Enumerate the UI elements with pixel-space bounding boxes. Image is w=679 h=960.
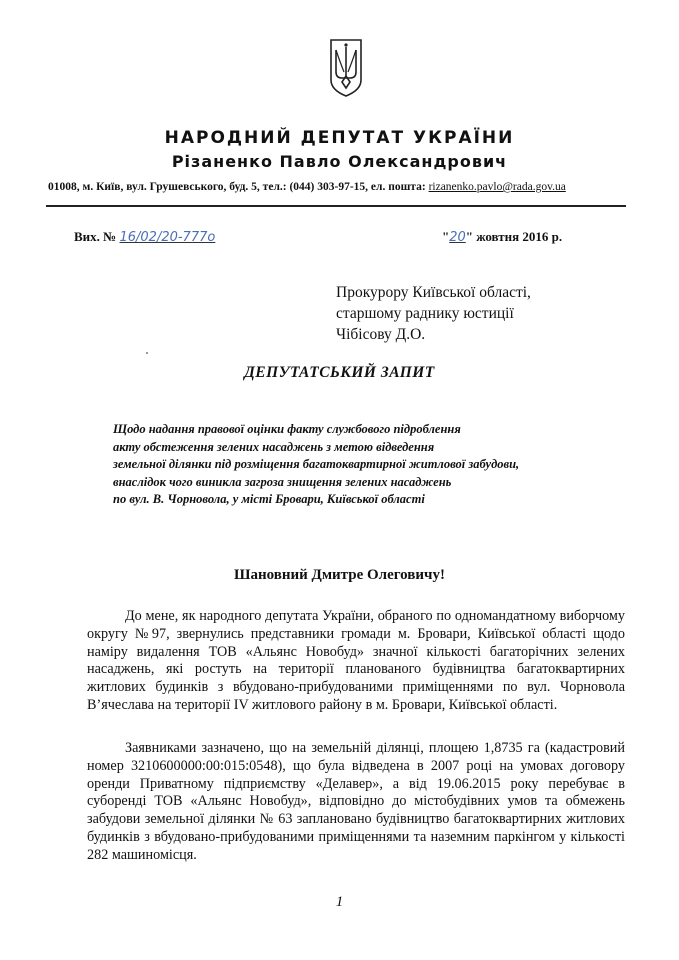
coat-of-arms-icon [328,38,364,98]
date-quote-open: " [442,229,450,244]
page-number: 1 [335,894,344,910]
greeting: Шановний Дмитре Олеговичу! [233,567,445,583]
outgoing-number-line [74,229,215,245]
date-rest: " жовтня 2016 р. [465,229,563,244]
subject-line: Щодо надання правової оцінки факту службового підроблення [113,422,461,436]
deputy-title: НАРОДНИЙ ДЕПУТАТ УКРАЇНИ [164,128,515,148]
email-link[interactable]: rizanenko.pavlo@rada.gov.ua [428,181,566,193]
body-paragraph: Заявниками зазначено, що на земельній ділянці, площею 1,8735 га (кадастровий номер 3210600000:00:015:0548), що була відведена в 2007 році на умовах договору оренди Приватному підприємству «Делавер», а від 19.06.2015 року перебуває в суборенді ТОВ «Альянс Новобуд», відповідно до містобудівних умов та обмежень забудови земельної ділянки № 63 заплановано будівництво багатоквартирних житлових будинків з вбудовано-прибудованими приміщеннями та наземним паркінгом у кількості 282 машиномісця. [87,740,625,863]
contact-line [48,181,566,193]
subject-line: внаслідок чого виникла загроза знищення зелених насаджень [113,474,452,489]
recipient-block [336,282,531,345]
subject-block [113,421,519,509]
recipient-line: Прокурору Київської області, [336,284,531,301]
date-day-handwritten: 20 [449,230,466,245]
address-text: 01008, м. Київ, вул. Грушевського, буд. 5, тел.: (044) 303-97-15, ел. пошта: [48,181,429,193]
subject-line: акту обстеження зелених насаджень з метою відведення [113,439,435,454]
outgoing-label: Вих. № [74,229,120,244]
outgoing-number-handwritten: 16/02/20-777о [119,230,216,245]
document-heading: ДЕПУТАТСЬКИЙ ЗАПИТ [244,364,435,381]
body-paragraph: До мене, як народного депутата України, обраного по одномандатному виборчому округу №97, звернулись представники громади м. Бровари, Київської області щодо наміру видалення ТОВ «Альянс Новобуд» значної кількості багаторічних зелених насаджень, які ростуть на території планованого будівництва багатоквартирних житлових будинків з вбудовано-прибудованими приміщеннями по вул. Чорновола В’ячеслава на території IV житлового району в м. Бровари, Київської області. [87,608,625,713]
deputy-name: Різаненко Павло Олександрович [171,152,508,171]
recipient-line: Чібісову Д.О. [336,326,426,343]
subject-line: по вул. В. Чорновола, у місті Бровари, Київської області [113,492,425,506]
recipient-line: старшому раднику юстиції [336,305,514,322]
scan-speck [146,352,148,354]
subject-line: земельної ділянки під розміщення багатоквартирної житлової забудови, [113,457,520,471]
date-line [442,229,562,245]
header-divider [46,205,626,207]
